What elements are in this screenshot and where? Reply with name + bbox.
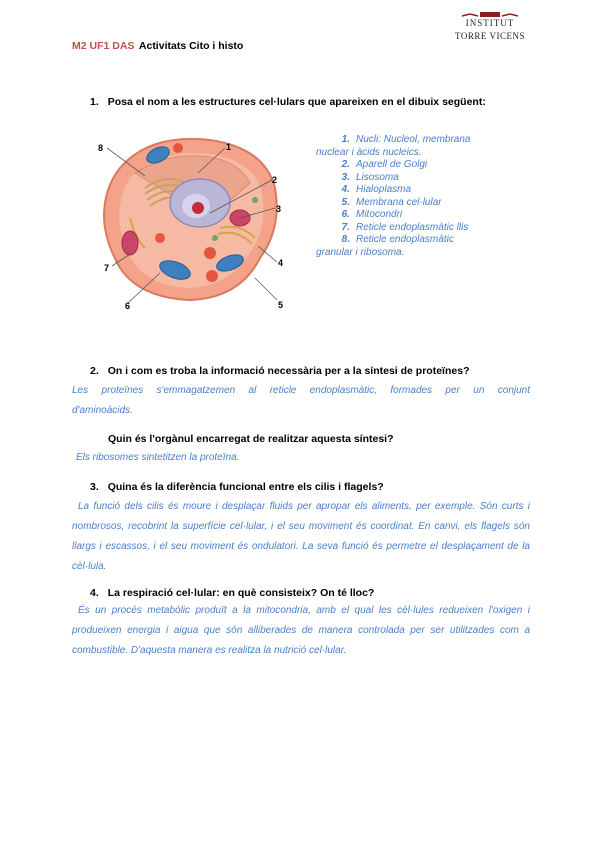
question-2-number: 2.	[90, 365, 99, 377]
diagram-label-2: 2	[272, 175, 278, 185]
question-4-number: 4.	[90, 587, 99, 599]
legend-item-1-cont: nuclear i àcids nucleics.	[316, 146, 422, 158]
question-1-text: Posa el nom a les estructures cel·lulars que apareixen en el dibuix següent:	[107, 96, 486, 108]
question-1	[90, 96, 486, 108]
diagram-label-3: 3	[276, 204, 282, 214]
legend-item-6: 6. Mitocondri	[341, 209, 403, 220]
logo-line-2: TORRE VICENS	[455, 31, 525, 41]
legend-item-8-cont: granular i ribosoma.	[316, 246, 405, 258]
question-4-text: La respiració cel·lular: en què consisteix? On té lloc?	[107, 587, 375, 599]
institute-logo	[440, 12, 540, 50]
question-2	[90, 365, 469, 377]
sub-answer-2: Els ribosomes sintetitzen la proteïna.	[76, 452, 240, 463]
animal-cell-illustration	[90, 128, 300, 318]
diagram-label-1: 1	[226, 142, 232, 152]
structure-legend	[316, 134, 536, 259]
question-3	[90, 481, 384, 493]
diagram-label-6: 6	[125, 301, 131, 311]
legend-item-8: 8. Reticle endoplasmàtic	[341, 234, 454, 245]
logo-line-1: INSTITUT	[465, 18, 515, 28]
legend-item-5: 5. Membrana cel·lular	[341, 196, 442, 208]
document-header	[72, 36, 243, 54]
legend-item-3: 3. Lisosoma	[341, 171, 399, 183]
cell-diagram	[90, 128, 300, 318]
question-4	[90, 587, 374, 599]
legend-item-4: 4. Hialoplasma	[341, 184, 412, 195]
answer-3: La funció dels cilis és moure i desplaçar fluids per apropar els aliments, per exemple. Són curts i nombrosos, recobrint la superfície cel·lular, i el seu moviment és coordinat. En canvi, els flagels són llargs i escassos, i el seu moviment és ondulatori. La seva funció és permetre el desplaçament de la cèl·lula.	[72, 501, 530, 572]
question-3-number: 3.	[90, 481, 99, 493]
question-3-text: Quina és la diferència funcional entre els cilis i flagels?	[107, 481, 384, 493]
course-code: M2 UF1 DAS	[72, 40, 135, 52]
diagram-label-4: 4	[278, 258, 284, 268]
diagram-label-7: 7	[104, 263, 110, 273]
question-2-text: On i com es troba la informació necessària per a la síntesi de proteïnes?	[107, 365, 470, 377]
diagram-label-5: 5	[278, 300, 284, 310]
sub-question-2: Quin és l'orgànul encarregat de realitzar aquesta síntesi?	[108, 433, 394, 445]
answer-4: És un procés metabòlic produït a la mitocondria, amb el qual les cèl·lules redueixen l'oxigen i produeixen energia i aigua que són alliberades de manera controlada per ser utilitzades com a combustible. D'aquesta manera es realitza la nutrició cel·lular.	[72, 605, 530, 656]
legend-item-7: 7. Reticle endoplasmàtic llis	[341, 221, 469, 233]
question-1-number: 1.	[90, 96, 99, 108]
document-title: Activitats Cito i histo	[138, 40, 244, 52]
diagram-label-8: 8	[98, 143, 104, 153]
answer-2: Les proteïnes s'emmagatzemen al reticle endoplasmàtic, formades per un conjunt d'aminoàcids.	[72, 385, 530, 416]
legend-item-2: 2. Aparell de Golgi	[341, 159, 428, 170]
legend-item-1: 1. Nucli: Nucleol, membrana	[341, 134, 471, 145]
